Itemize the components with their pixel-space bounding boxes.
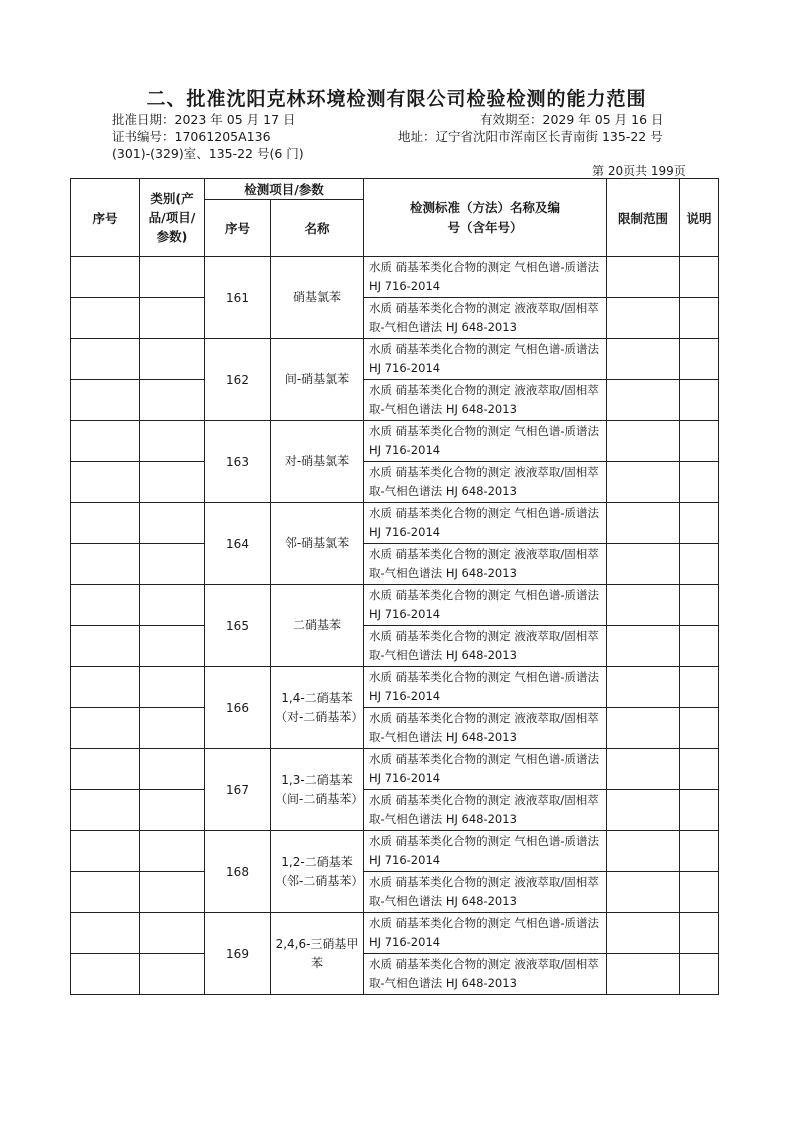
note-cell [680, 339, 719, 380]
item-name-cell: 2,4,6-三硝基甲苯 [271, 913, 364, 995]
header-note: 说明 [680, 179, 719, 257]
seq-cell [71, 667, 140, 708]
header-seq: 序号 [71, 179, 140, 257]
item-name-cell: 1,2-二硝基苯（邻-二硝基苯） [271, 831, 364, 913]
item-seq-cell: 164 [205, 503, 271, 585]
note-cell [680, 831, 719, 872]
standard-cell: 水质 硝基苯类化合物的测定 液液萃取/固相萃取-气相色谱法 HJ 648-2013 [364, 708, 607, 749]
category-cell [140, 954, 205, 995]
note-cell [680, 913, 719, 954]
limit-cell [607, 380, 680, 421]
address-continued: (301)-(329)室、135-22 号(6 门) [112, 146, 304, 161]
item-seq-cell: 169 [205, 913, 271, 995]
limit-cell [607, 585, 680, 626]
note-cell [680, 298, 719, 339]
standard-cell: 水质 硝基苯类化合物的测定 气相色谱-质谱法 HJ 716-2014 [364, 503, 607, 544]
standard-cell: 水质 硝基苯类化合物的测定 液液萃取/固相萃取-气相色谱法 HJ 648-2013 [364, 298, 607, 339]
seq-cell [71, 503, 140, 544]
limit-cell [607, 503, 680, 544]
category-cell [140, 257, 205, 298]
seq-cell [71, 298, 140, 339]
note-cell [680, 790, 719, 831]
table-row [71, 790, 719, 831]
category-cell [140, 380, 205, 421]
category-cell [140, 790, 205, 831]
item-seq-cell: 165 [205, 585, 271, 667]
seq-cell [71, 831, 140, 872]
header-limit: 限制范围 [607, 179, 680, 257]
category-cell [140, 749, 205, 790]
category-cell [140, 626, 205, 667]
header-item-name: 名称 [271, 200, 364, 257]
item-name-cell: 对-硝基氯苯 [271, 421, 364, 503]
header-item-seq: 序号 [205, 200, 271, 257]
item-name-cell: 1,4-二硝基苯（对-二硝基苯） [271, 667, 364, 749]
table-row [71, 503, 719, 544]
item-seq-cell: 163 [205, 421, 271, 503]
item-name-cell: 1,3-二硝基苯（间-二硝基苯） [271, 749, 364, 831]
standard-cell: 水质 硝基苯类化合物的测定 液液萃取/固相萃取-气相色谱法 HJ 648-2013 [364, 954, 607, 995]
note-cell [680, 872, 719, 913]
standard-cell: 水质 硝基苯类化合物的测定 液液萃取/固相萃取-气相色谱法 HJ 648-2013 [364, 626, 607, 667]
table-row [71, 339, 719, 380]
header-standard: 检测标准（方法）名称及编号（含年号） [364, 179, 607, 257]
standard-cell: 水质 硝基苯类化合物的测定 气相色谱-质谱法 HJ 716-2014 [364, 421, 607, 462]
standard-cell: 水质 硝基苯类化合物的测定 气相色谱-质谱法 HJ 716-2014 [364, 585, 607, 626]
table-row [71, 954, 719, 995]
seq-cell [71, 380, 140, 421]
table-row [71, 585, 719, 626]
note-cell [680, 503, 719, 544]
table-row [71, 913, 719, 954]
standard-cell: 水质 硝基苯类化合物的测定 气相色谱-质谱法 HJ 716-2014 [364, 667, 607, 708]
category-cell [140, 462, 205, 503]
category-cell [140, 667, 205, 708]
item-seq-cell: 166 [205, 667, 271, 749]
limit-cell [607, 872, 680, 913]
category-cell [140, 585, 205, 626]
category-cell [140, 872, 205, 913]
item-name-cell: 二硝基苯 [271, 585, 364, 667]
category-cell [140, 544, 205, 585]
seq-cell [71, 421, 140, 462]
standard-cell: 水质 硝基苯类化合物的测定 气相色谱-质谱法 HJ 716-2014 [364, 749, 607, 790]
item-seq-cell: 167 [205, 749, 271, 831]
standard-cell: 水质 硝基苯类化合物的测定 气相色谱-质谱法 HJ 716-2014 [364, 831, 607, 872]
table-row [71, 462, 719, 503]
seq-cell [71, 749, 140, 790]
category-cell [140, 503, 205, 544]
note-cell [680, 585, 719, 626]
category-cell [140, 298, 205, 339]
limit-cell [607, 462, 680, 503]
table-row [71, 544, 719, 585]
standard-cell: 水质 硝基苯类化合物的测定 气相色谱-质谱法 HJ 716-2014 [364, 257, 607, 298]
seq-cell [71, 872, 140, 913]
certificate-number: 证书编号：17061205A136 [112, 129, 271, 144]
seq-cell [71, 339, 140, 380]
table-row [71, 421, 719, 462]
header-category: 类别(产品/项目/参数) [140, 179, 205, 257]
page-info: 第 20页共 199页 [592, 164, 686, 178]
note-cell [680, 954, 719, 995]
limit-cell [607, 913, 680, 954]
seq-cell [71, 790, 140, 831]
table-row [71, 667, 719, 708]
address: 地址：辽宁省沈阳市浑南区长青南街 135-22 号 [398, 129, 663, 144]
seq-cell [71, 544, 140, 585]
category-cell [140, 913, 205, 954]
limit-cell [607, 790, 680, 831]
item-name-cell: 邻-硝基氯苯 [271, 503, 364, 585]
seq-cell [71, 913, 140, 954]
table-row [71, 831, 719, 872]
category-cell [140, 708, 205, 749]
note-cell [680, 708, 719, 749]
limit-cell [607, 421, 680, 462]
limit-cell [607, 667, 680, 708]
note-cell [680, 257, 719, 298]
note-cell [680, 626, 719, 667]
note-cell [680, 749, 719, 790]
table-row [71, 749, 719, 790]
limit-cell [607, 257, 680, 298]
limit-cell [607, 626, 680, 667]
category-cell [140, 339, 205, 380]
limit-cell [607, 954, 680, 995]
seq-cell [71, 257, 140, 298]
table-row [71, 380, 719, 421]
limit-cell [607, 298, 680, 339]
standard-cell: 水质 硝基苯类化合物的测定 气相色谱-质谱法 HJ 716-2014 [364, 913, 607, 954]
standard-cell: 水质 硝基苯类化合物的测定 液液萃取/固相萃取-气相色谱法 HJ 648-2013 [364, 872, 607, 913]
category-cell [140, 831, 205, 872]
table-row [71, 257, 719, 298]
limit-cell [607, 708, 680, 749]
limit-cell [607, 339, 680, 380]
table-row [71, 626, 719, 667]
note-cell [680, 421, 719, 462]
capability-table [70, 178, 719, 995]
note-cell [680, 462, 719, 503]
standard-cell: 水质 硝基苯类化合物的测定 液液萃取/固相萃取-气相色谱法 HJ 648-2013 [364, 544, 607, 585]
limit-cell [607, 749, 680, 790]
item-seq-cell: 168 [205, 831, 271, 913]
standard-cell: 水质 硝基苯类化合物的测定 气相色谱-质谱法 HJ 716-2014 [364, 339, 607, 380]
seq-cell [71, 954, 140, 995]
item-seq-cell: 162 [205, 339, 271, 421]
note-cell [680, 544, 719, 585]
standard-cell: 水质 硝基苯类化合物的测定 液液萃取/固相萃取-气相色谱法 HJ 648-2013 [364, 380, 607, 421]
seq-cell [71, 626, 140, 667]
limit-cell [607, 831, 680, 872]
seq-cell [71, 708, 140, 749]
valid-until: 有效期至：2029 年 05 月 16 日 [480, 112, 664, 127]
table-row [71, 708, 719, 749]
item-name-cell: 硝基氯苯 [271, 257, 364, 339]
standard-cell: 水质 硝基苯类化合物的测定 液液萃取/固相萃取-气相色谱法 HJ 648-2013 [364, 462, 607, 503]
note-cell [680, 380, 719, 421]
item-name-cell: 间-硝基氯苯 [271, 339, 364, 421]
header-items-group: 检测项目/参数 [205, 179, 364, 200]
approval-date: 批准日期：2023 年 05 月 17 日 [112, 112, 296, 127]
seq-cell [71, 585, 140, 626]
item-seq-cell: 161 [205, 257, 271, 339]
limit-cell [607, 544, 680, 585]
note-cell [680, 667, 719, 708]
table-row [71, 298, 719, 339]
seq-cell [71, 462, 140, 503]
table-row [71, 872, 719, 913]
page-title: 二、批准沈阳克林环境检测有限公司检验检测的能力范围 [146, 88, 647, 110]
category-cell [140, 421, 205, 462]
standard-cell: 水质 硝基苯类化合物的测定 液液萃取/固相萃取-气相色谱法 HJ 648-2013 [364, 790, 607, 831]
